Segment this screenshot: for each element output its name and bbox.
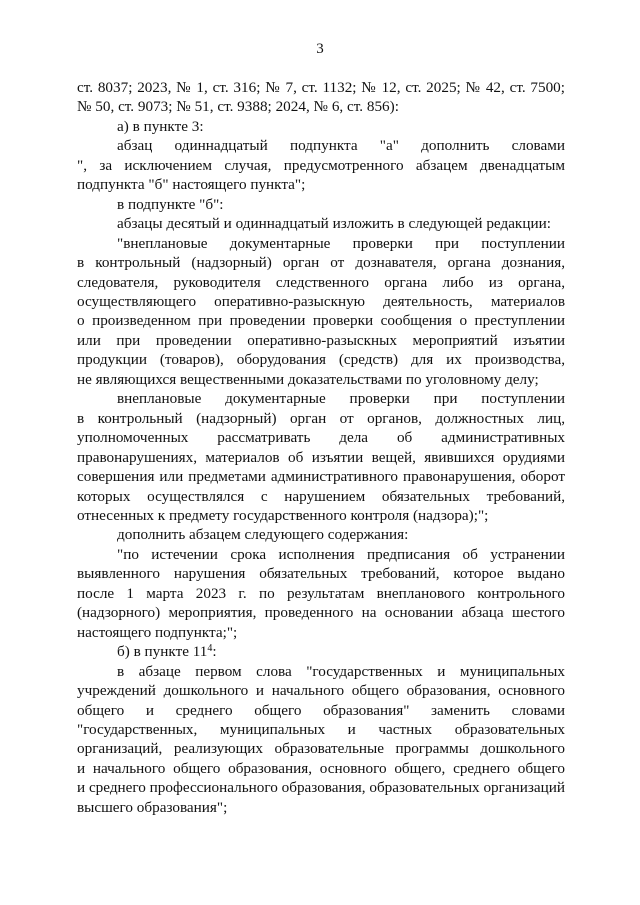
text-line: настоящего подпункта;"; [77, 623, 238, 641]
text-line: высшего образования"; [77, 798, 228, 816]
text-fragment: : [212, 643, 217, 661]
text-line: которых осуществлялся с нарушением обязательных требований, [77, 487, 565, 505]
paragraph [77, 78, 565, 117]
text-line: абзац одиннадцатый подпункта "а" дополнить словами [117, 137, 565, 155]
text-line: ", за исключением случая, предусмотренного абзацем двенадцатым [77, 156, 565, 174]
text-line: в абзаце первом слова "государственных и муниципальных [117, 662, 565, 680]
paragraph [77, 642, 565, 661]
text-line: после 1 марта 2023 г. по результатам внепланового контрольного [77, 584, 565, 602]
paragraph [77, 214, 565, 233]
text-line: и среднего профессионального образования, образовательных организаций [77, 779, 565, 797]
text-line: не являющихся вещественными доказательствами по уголовному делу; [77, 370, 539, 388]
paragraph [77, 389, 565, 525]
text-line: в подпункте "б": [117, 195, 224, 213]
text-line: № 50, ст. 9073; № 51, ст. 9388; 2024, № 6, ст. 856): [77, 98, 399, 116]
paragraph [77, 234, 565, 390]
text-line: "по истечении срока исполнения предписания об устранении [117, 545, 565, 563]
paragraph [77, 136, 565, 194]
text-line: (надзорного) мероприятия, проведенного на основании абзаца шестого [77, 604, 565, 622]
text-line: следователя, руководителя следственного органа либо из органа, [77, 273, 565, 291]
text-line: в контрольный (надзорный) орган от дознавателя, органа дознания, [77, 254, 565, 272]
text-line: подпункта "б" настоящего пункта"; [77, 176, 306, 194]
text-line: о произведенном при проведении проверки сообщения о преступлении [77, 312, 565, 330]
paragraph [77, 525, 565, 544]
text-line: осуществляющего оперативно-разыскную деятельность, материалов [77, 292, 565, 310]
paragraph [77, 545, 565, 642]
text-line: отнесенных к предмету государственного контроля (надзора);"; [77, 506, 489, 524]
text-line: а) в пункте 3: [117, 117, 204, 135]
text-line: общего и среднего общего образования" заменить словами [77, 701, 565, 719]
text-line: правонарушениях, материалов об изъятии вещей, явившихся орудиями [77, 448, 565, 466]
text-line: абзацы десятый и одиннадцатый изложить в следующей редакции: [117, 215, 551, 233]
text-line: "внеплановые документарные проверки при поступлении [117, 234, 565, 252]
text-line: совершения или предметами административного правонарушения, оборот [77, 468, 565, 486]
text-line: ст. 8037; 2023, № 1, ст. 316; № 7, ст. 1132; № 12, ст. 2025; № 42, ст. 7500; [77, 79, 565, 96]
text-line: организаций, реализующих образовательные программы дошкольного [77, 740, 565, 758]
text-line: учреждений дошкольного и начального общего образования, основного [77, 682, 565, 700]
text-line: или при проведении оперативно-разыскных мероприятий изъятии [77, 331, 565, 349]
page-number: 3 [316, 41, 324, 57]
paragraph [77, 117, 565, 136]
paragraph [77, 662, 565, 818]
paragraph [77, 195, 565, 214]
text-line: б) в пункте $11^4$: [117, 643, 217, 661]
text-line: внеплановые документарные проверки при поступлении [117, 390, 565, 408]
text-line: в контрольный (надзорный) орган от органов, должностных лиц, [77, 409, 565, 427]
text-line: выявленного нарушения обязательных требований, которое выдано [77, 565, 565, 583]
text-line: продукции (товаров), оборудования (средств) для их производства, [77, 351, 565, 369]
document-body [77, 78, 565, 817]
text-line: дополнить абзацем следующего содержания: [117, 526, 409, 544]
superscript: 4 [207, 643, 213, 655]
text-line: уполномоченных рассматривать дела об административных [77, 429, 565, 447]
text-line: "государственных, муниципальных и частных образовательных [77, 720, 565, 738]
text-line: и начального общего образования, основного общего, среднего общего [77, 759, 565, 777]
